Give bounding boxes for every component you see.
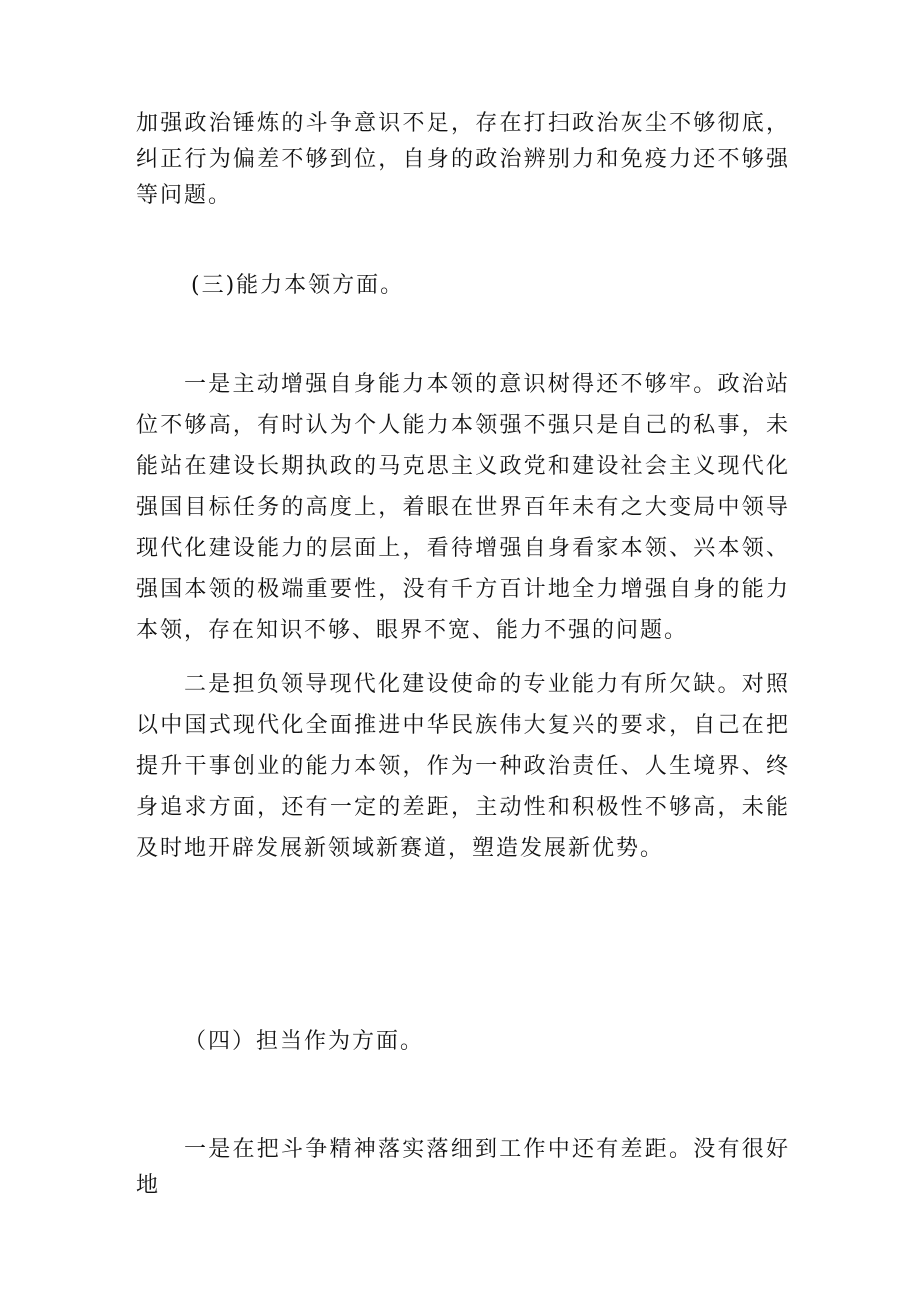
paragraph-continuation: 加强政治锤炼的斗争意识不足，存在打扫政治灰尘不够彻底，纠正行为偏差不够到位，自身的政治辨别力和免疫力还不够强等问题。 <box>136 111 790 208</box>
paragraph-ability-point-1: 一是主动增强自身能力本领的意识树得还不够牢。政治站位不够高，有时认为个人能力本领强不强只是自己的私事，未能站在建设长期执政的马克思主义政党和建设社会主义现代化强国目标任务的高度上，着眼在世界百年未有之大变局中领导现代化建设能力的层面上，看待增强自身看家本领、兴本领、强国本领的极端重要性，没有千方百计地全力增强自身的能力本领，存在知识不够、眼界不宽、能力不强的问题。 <box>136 372 790 643</box>
paragraph-responsibility-point-1: 一是在把斗争精神落实落细到工作中还有差距。没有很好地 <box>136 1137 790 1198</box>
section-heading-ability: (三)能力本领方面。 <box>191 273 405 298</box>
paragraph-ability-point-2: 二是担负领导现代化建设使命的专业能力有所欠缺。对照以中国式现代化全面推进中华民族伟大复兴的要求，自己在把提升干事创业的能力本领，作为一种政治责任、人生境界、终身追求方面，还有一定的差距，主动性和积极性不够高，未能及时地开辟发展新领域新赛道，塑造发展新优势。 <box>136 672 790 861</box>
section-heading-responsibility: （四）担当作为方面。 <box>184 1029 425 1054</box>
